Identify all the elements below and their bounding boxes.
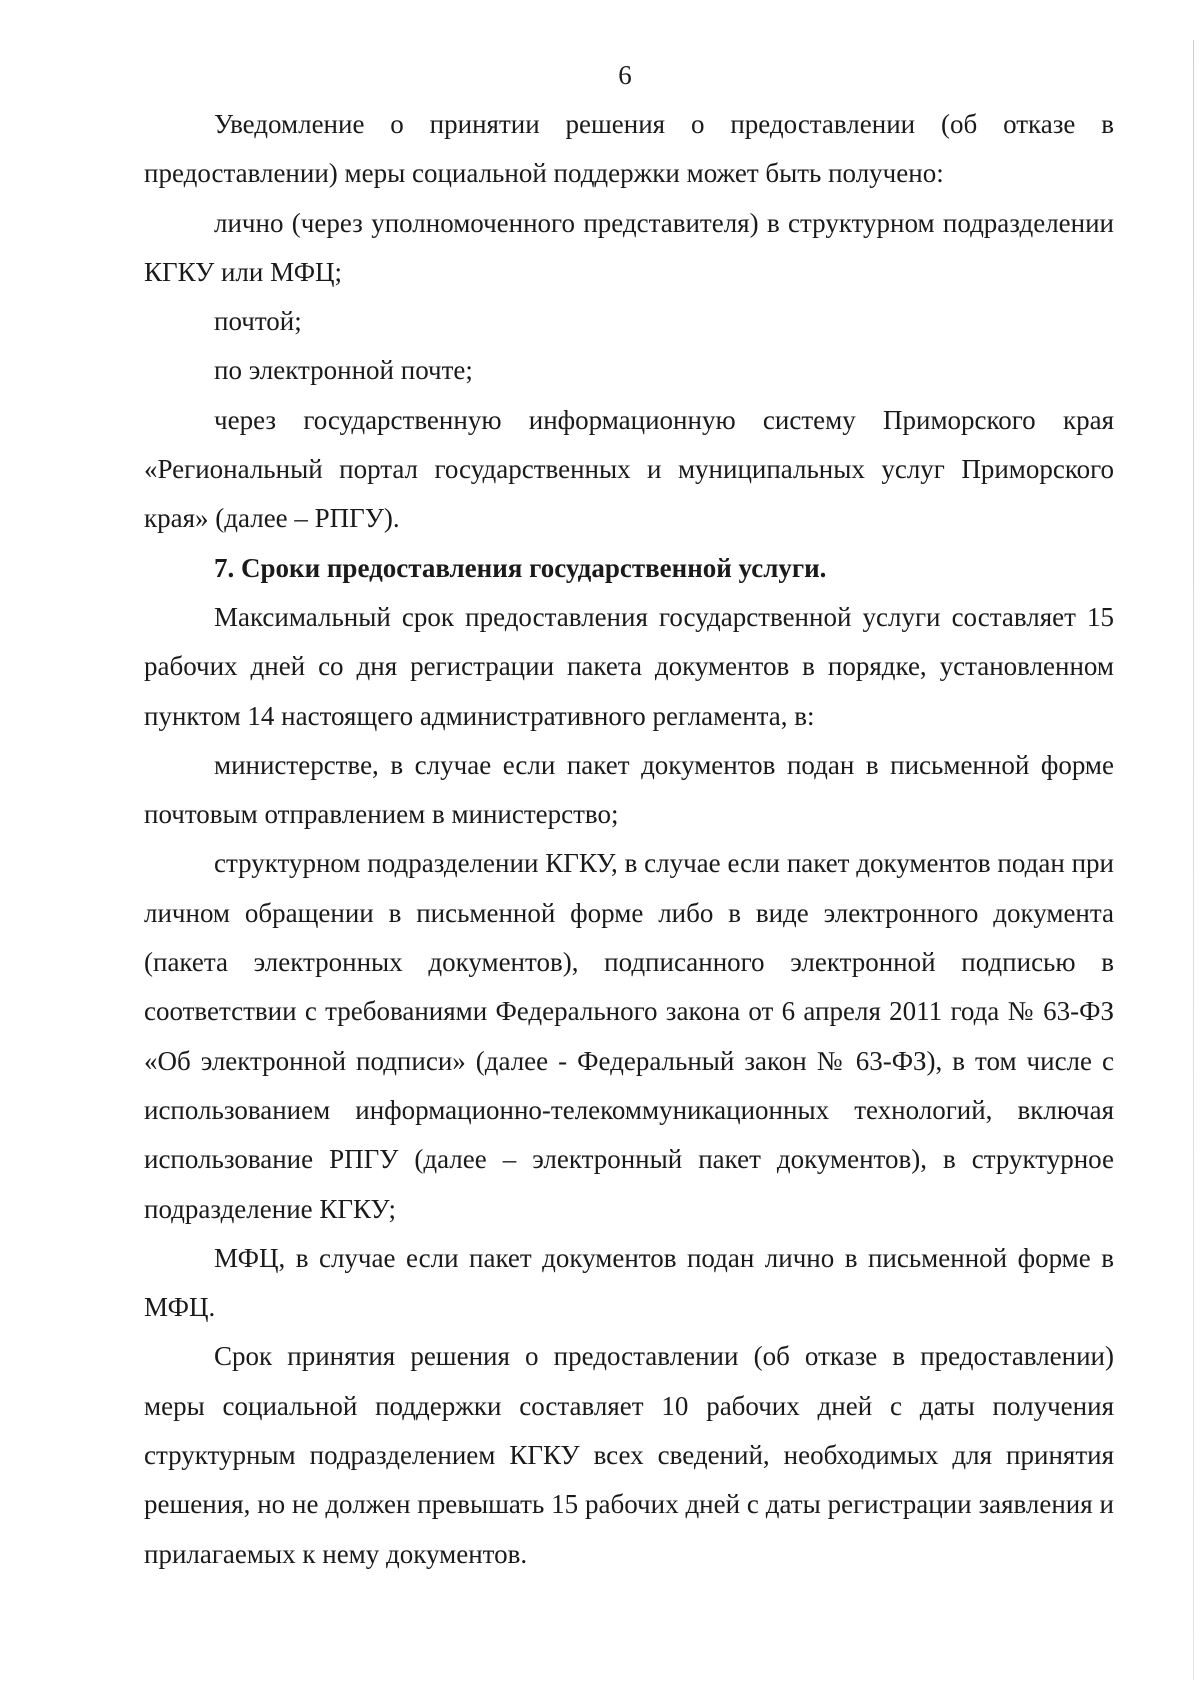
paragraph-decision-term: Срок принятия решения о предоставлении (об отказе в предоставлении) меры социальной поддержки составляет 10 рабочих дней с даты получения структурным подразделением КГКУ всех сведений, необходимых для принятия решения, но не должен превышать 15 рабочих дней с даты регистрации заявления и прилагаемых к нему документов. [144, 1341, 1114, 1569]
paragraph-ministry: министерстве, в случае если пакет документов подан в письменной форме почтовым отправлением в министерство; [144, 749, 1114, 830]
paragraph-by-mail: почтой; [214, 306, 302, 337]
document-body [144, 100, 1114, 1579]
paragraph-max-term: Максимальный срок предоставления государственной услуги составляет 15 рабочих дней со дня регистрации пакета документов в порядке, установленном пунктом 14 настоящего административного регламента, в: [144, 601, 1114, 731]
scan-edge-line [1193, 40, 1194, 1680]
paragraph-mfc: МФЦ, в случае если пакет документов подан лично в письменной форме в МФЦ. [144, 1242, 1114, 1323]
page-number: 6 [618, 60, 632, 90]
paragraph-kgku-unit: структурном подразделении КГКУ, в случае если пакет документов подан при личном обращении в письменной форме либо в виде электронного документа (пакета электронных документов), подписанного электронной подписью в соответствии с требованиями Федерального закона от 6 апреля 2011 года № 63-ФЗ «Об электронной подписи» (далее - Федеральный закон № 63-ФЗ), в том числе с использованием информационно-телекоммуникационных технологий, включая использование РПГУ (далее – электронный пакет документов), в структурное подразделение КГКУ; [144, 848, 1114, 1224]
paragraph-in-person: лично (через уполномоченного представителя) в структурном подразделении КГКУ или МФЦ; [144, 207, 1114, 287]
paragraph-via-portal: через государственную информационную систему Приморского края «Региональный портал государственных и муниципальных услуг Приморского края» (далее – РПГУ). [144, 404, 1114, 534]
paragraph-notification: Уведомление о принятии решения о предоставлении (об отказе в предоставлении) меры социальной поддержки может быть получено: [144, 109, 1114, 189]
paragraph-by-email: по электронной почте; [214, 355, 473, 386]
section-heading: 7. Сроки предоставления государственной услуги. [214, 552, 827, 583]
